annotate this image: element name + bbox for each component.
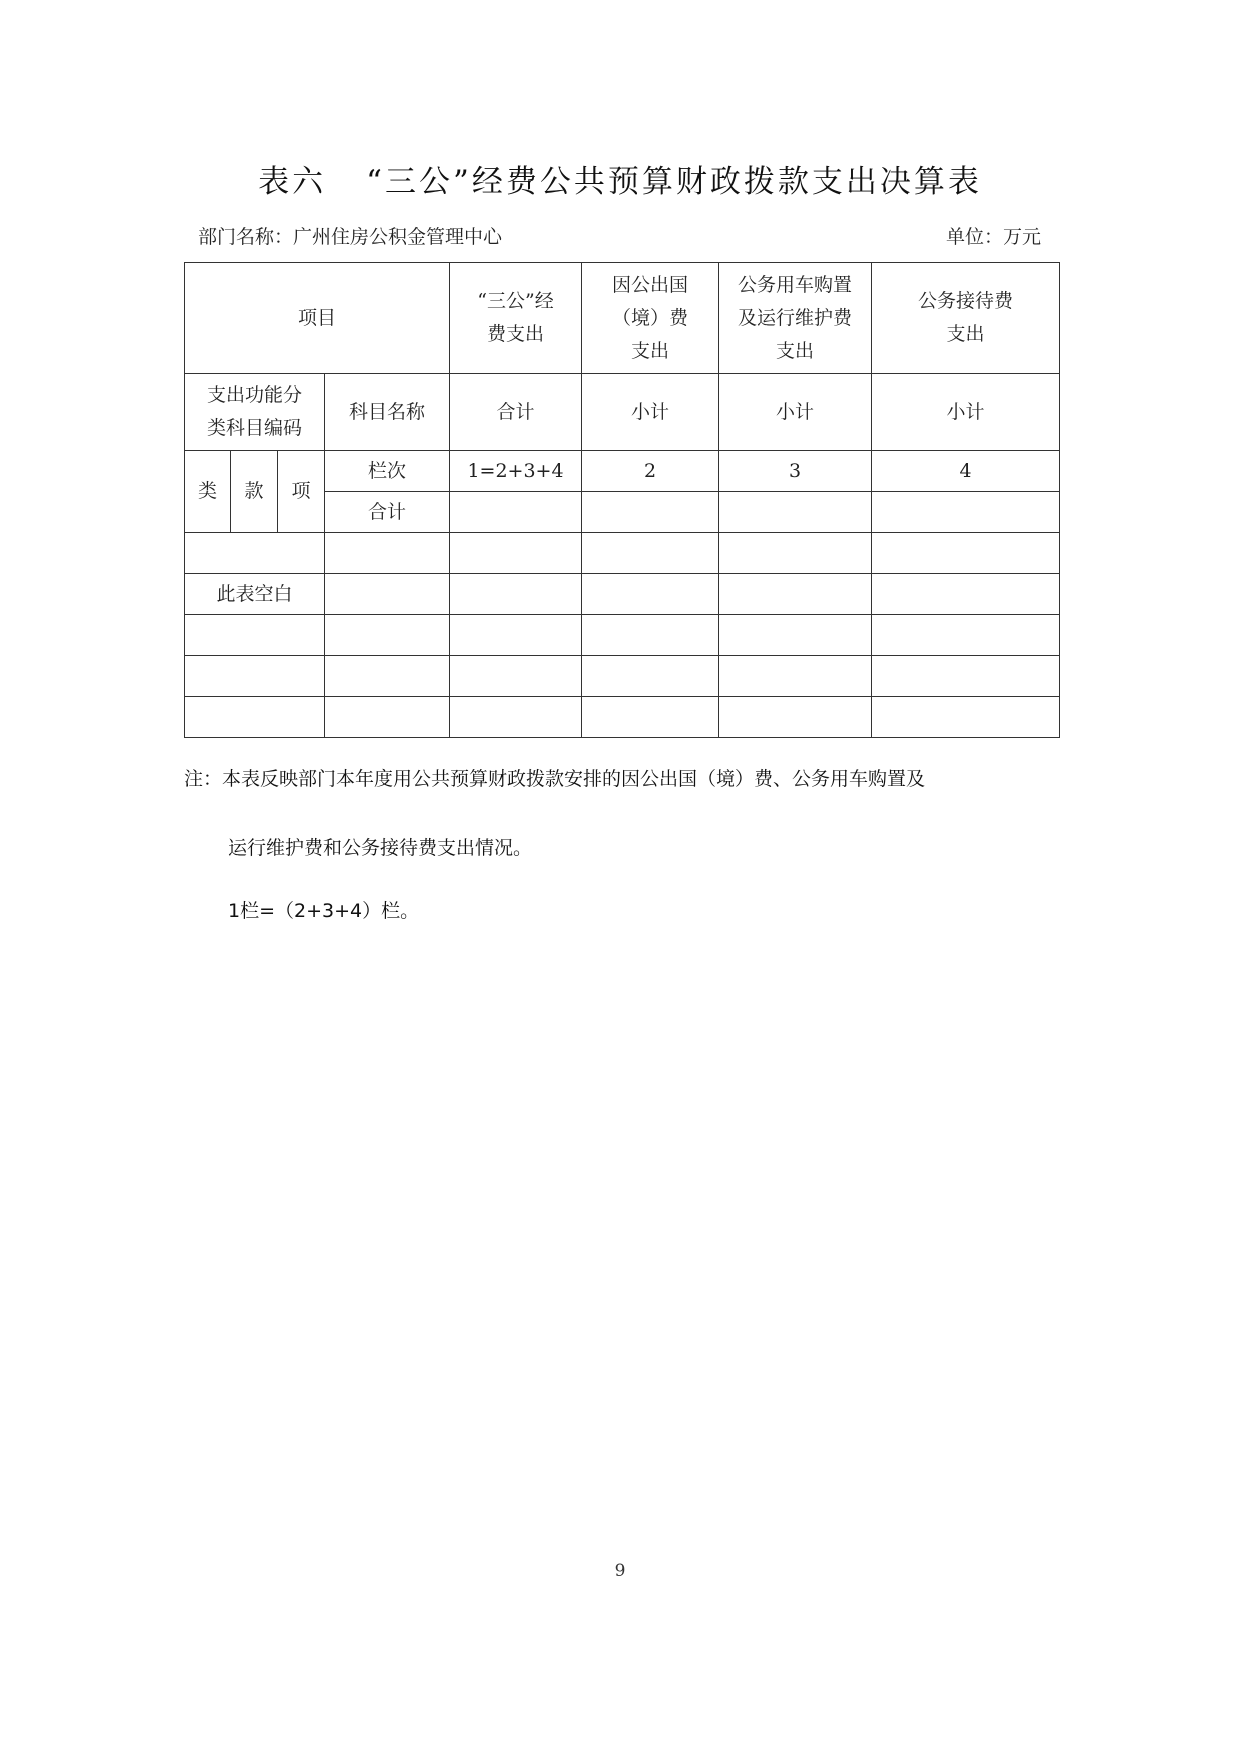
header-line: 类科目编码: [206, 417, 302, 439]
column-number-row: [185, 451, 1060, 492]
table-row: [185, 656, 1060, 697]
header-line: 费支出: [487, 323, 545, 345]
header-total-col: [450, 263, 582, 374]
header-line: 公务用车购置: [738, 273, 853, 296]
header-row-1: [185, 263, 1060, 374]
table-cell: [185, 656, 325, 697]
table-cell: [582, 656, 719, 697]
code-xiang: 项: [278, 451, 325, 533]
table-row: [185, 615, 1060, 656]
table-number: 表六: [258, 164, 327, 200]
table-cell: [185, 697, 325, 738]
header-line: （境）费: [612, 306, 689, 329]
header-subject: 科目名称: [325, 374, 450, 451]
note-line-3: 1栏=（2+3+4）栏。: [228, 900, 420, 922]
header-abroad-col: [582, 263, 719, 374]
table-cell: [450, 697, 582, 738]
table-cell: [582, 697, 719, 738]
column-number-1: 1=2+3+4: [450, 451, 582, 492]
table-row: [185, 697, 1060, 738]
table-cell: [719, 492, 872, 533]
table-row: [185, 533, 1060, 574]
header-line: 支出: [776, 339, 815, 362]
note-line-2: 运行维护费和公务接待费支出情况。: [228, 837, 533, 859]
table-cell: [872, 574, 1060, 615]
table-cell: [719, 615, 872, 656]
table-cell: [325, 574, 450, 615]
table-cell: [325, 533, 450, 574]
header-row-2: [185, 374, 1060, 451]
note-line-1: 注：本表反映部门本年度用公共预算财政拨款安排的因公出国（境）费、公务用车购置及: [184, 768, 926, 790]
column-number-3: 3: [719, 451, 872, 492]
table-cell: [719, 574, 872, 615]
table-cell: [325, 615, 450, 656]
table-cell: [582, 574, 719, 615]
table-cell: [450, 615, 582, 656]
table-cell: [325, 697, 450, 738]
table-cell: [872, 615, 1060, 656]
header-line: “三公”经: [477, 290, 554, 312]
code-lei: 类: [185, 451, 231, 533]
table-cell: [719, 533, 872, 574]
header-subtotal: 小计: [582, 374, 719, 451]
unit-label: 单位：万元: [946, 226, 1042, 248]
table-cell: [582, 492, 719, 533]
table-cell: [185, 533, 325, 574]
table-cell: [450, 656, 582, 697]
table-cell: [450, 492, 582, 533]
column-number-label: 栏次: [325, 451, 450, 492]
sum-label: 合计: [325, 492, 450, 533]
header-reception-col: [872, 263, 1060, 374]
header-line: 支出: [631, 339, 670, 362]
blank-note: 此表空白: [185, 574, 325, 615]
column-number-4: 4: [872, 451, 1060, 492]
header-sum: 合计: [450, 374, 582, 451]
table-row: [185, 574, 1060, 615]
header-line: 因公出国: [612, 273, 689, 296]
department-name: 部门名称：广州住房公积金管理中心: [198, 226, 503, 248]
table-cell: [719, 656, 872, 697]
page-number: 9: [614, 1561, 626, 1581]
code-kuan: 款: [231, 451, 278, 533]
table-cell: [582, 533, 719, 574]
header-line: 及运行维护费: [738, 306, 853, 329]
header-subtotal: 小计: [872, 374, 1060, 451]
table-cell: [872, 492, 1060, 533]
expense-table: [184, 262, 1060, 738]
header-code: [185, 374, 325, 451]
table-cell: [872, 697, 1060, 738]
table-cell: [872, 656, 1060, 697]
table-cell: [582, 615, 719, 656]
column-number-2: 2: [582, 451, 719, 492]
header-line: 支出功能分: [206, 384, 302, 406]
page-title: [0, 156, 1240, 201]
table-title: “三公”经费公共预算财政拨款支出决算表: [366, 164, 982, 200]
table-cell: [872, 533, 1060, 574]
table-cell: [719, 697, 872, 738]
table-cell: [325, 656, 450, 697]
table-cell: [450, 533, 582, 574]
header-subtotal: 小计: [719, 374, 872, 451]
header-line: 公务接待费: [918, 290, 1014, 312]
header-line: 支出: [946, 323, 985, 345]
header-item: 项目: [185, 263, 450, 374]
table-cell: [450, 574, 582, 615]
table-cell: [185, 615, 325, 656]
header-vehicle-col: [719, 263, 872, 374]
